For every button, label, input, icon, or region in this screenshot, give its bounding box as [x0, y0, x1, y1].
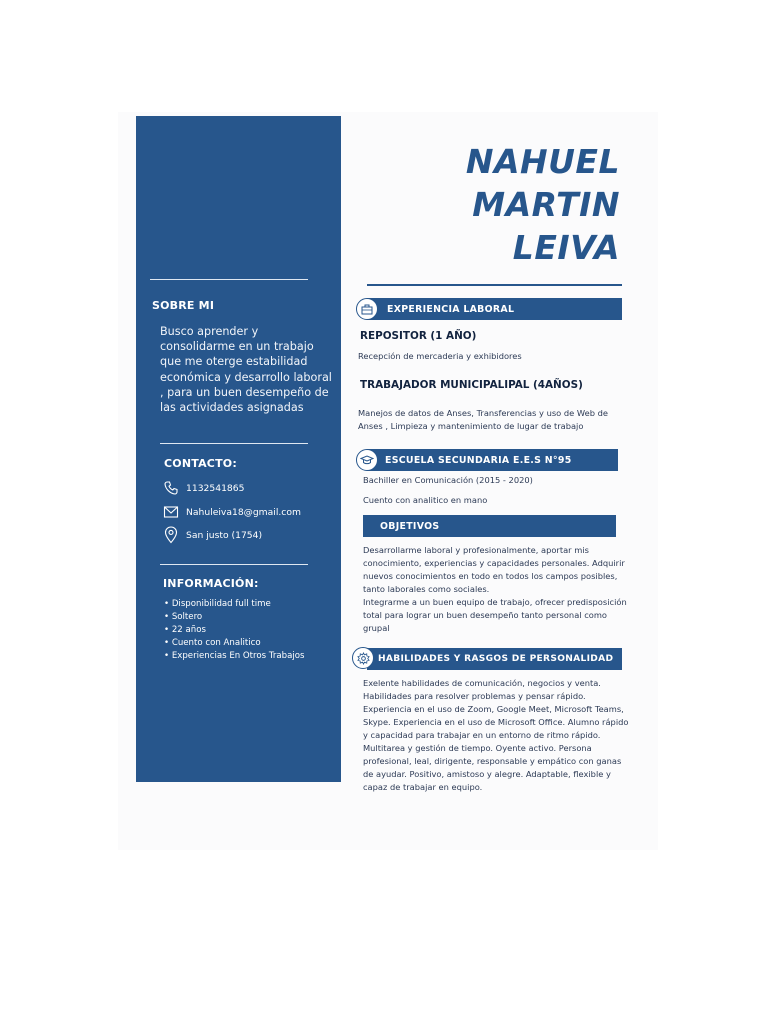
info-list: [164, 598, 305, 663]
mail-icon: [162, 503, 180, 521]
objectives-text: [363, 544, 631, 635]
gear-icon: [352, 647, 374, 669]
about-heading: SOBRE MI: [152, 299, 215, 312]
education-degree: Bachiller en Comunicación (2015 - 2020): [363, 475, 533, 485]
info-item: • Soltero: [164, 611, 305, 624]
info-heading: INFORMACIÓN:: [163, 577, 259, 590]
info-item: • 22 años: [164, 624, 305, 637]
skills-section-bar: [367, 648, 622, 670]
objectives-section-bar: [363, 515, 616, 537]
skills-heading: HABILIDADES Y RASGOS DE PERSONALIDAD: [378, 654, 614, 664]
info-item: • Cuento con Analitico: [164, 637, 305, 650]
education-heading: ESCUELA SECUNDARIA E.E.S N°95: [385, 454, 572, 466]
name-line-first: NAHUEL: [465, 142, 620, 181]
education-note: Cuento con analitico en mano: [363, 495, 488, 505]
info-item: • Experiencias En Otros Trabajos: [164, 650, 305, 663]
experience-section-bar: [367, 298, 622, 320]
job-title-municipal: TRABAJADOR MUNICIPALIPAL (4AÑOS): [360, 379, 583, 391]
sidebar-divider-top: [150, 279, 308, 280]
name-underline: [367, 284, 622, 286]
phone-number: 1132541865: [186, 482, 245, 494]
info-item: • Disponibilidad full time: [164, 598, 305, 611]
education-section-bar: [367, 449, 618, 471]
full-name: [466, 140, 620, 269]
location-text: San justo (1754): [186, 529, 263, 541]
experience-heading: EXPERIENCIA LABORAL: [387, 303, 515, 315]
contact-email: [162, 503, 301, 521]
contact-phone: [162, 479, 244, 497]
job-desc-municipal: Manejos de datos de Anses, Transferencias y uso de Web de Anses , Limpieza y mantenimiento de lugar de trabajo: [358, 408, 608, 431]
email-address: Nahuleiva18@gmail.com: [186, 506, 301, 518]
sidebar-divider-middle: [160, 443, 308, 444]
about-text: Busco aprender y consolidarme en un trabajo que me oterge estabilidad económica y desarrollo laboral , para un buen desempeño de las actividades asignadas: [160, 325, 332, 415]
location-pin-icon: [162, 526, 180, 544]
job-desc-repositor: Recepción de mercaderia y exhibidores: [358, 351, 522, 361]
briefcase-icon: [356, 298, 378, 320]
sidebar-divider-bottom: [160, 564, 308, 565]
name-line-middle: MARTIN: [472, 185, 620, 224]
sidebar: [136, 116, 341, 782]
phone-icon: [162, 479, 180, 497]
objectives-paragraph-2: Integrarme a un buen equipo de trabajo, ofrecer predisposición total para lograr un buen desempeño tanto personal como grupal: [363, 597, 627, 633]
skills-text: Exelente habilidades de comunicación, negocios y venta. Habilidades para resolver problemas y pensar rápido. Experiencia en el uso de Zoom, Google Meet, Microsoft Teams, Skype. Experiencia en el uso de Microsoft Office. Alumno rápido y capacidad para trabajar en un entorno de ritmo rápido. Multitarea y gestión de tiempo. Oyente activo. Persona profesional, leal, dirigente, responsable y empático con ganas de ayudar. Positivo, amistoso y alegre. Adaptable, flexible y capaz de trabajar en equipo.: [363, 678, 629, 792]
objectives-heading: OBJETIVOS: [380, 520, 440, 532]
name-line-last: LEIVA: [512, 228, 620, 267]
job-title-repositor: REPOSITOR (1 AÑO): [360, 330, 477, 342]
objectives-paragraph-1: Desarrollarme laboral y profesionalmente, aportar mis conocimiento, experiencias y capacidades personales. Adquirir nuevos conocimientos en todo en todos los campos posibles, tanto laborales como sociales.: [363, 545, 625, 594]
graduation-cap-icon: [356, 449, 378, 471]
contact-heading: CONTACTO:: [164, 457, 237, 470]
contact-location: [162, 526, 262, 544]
